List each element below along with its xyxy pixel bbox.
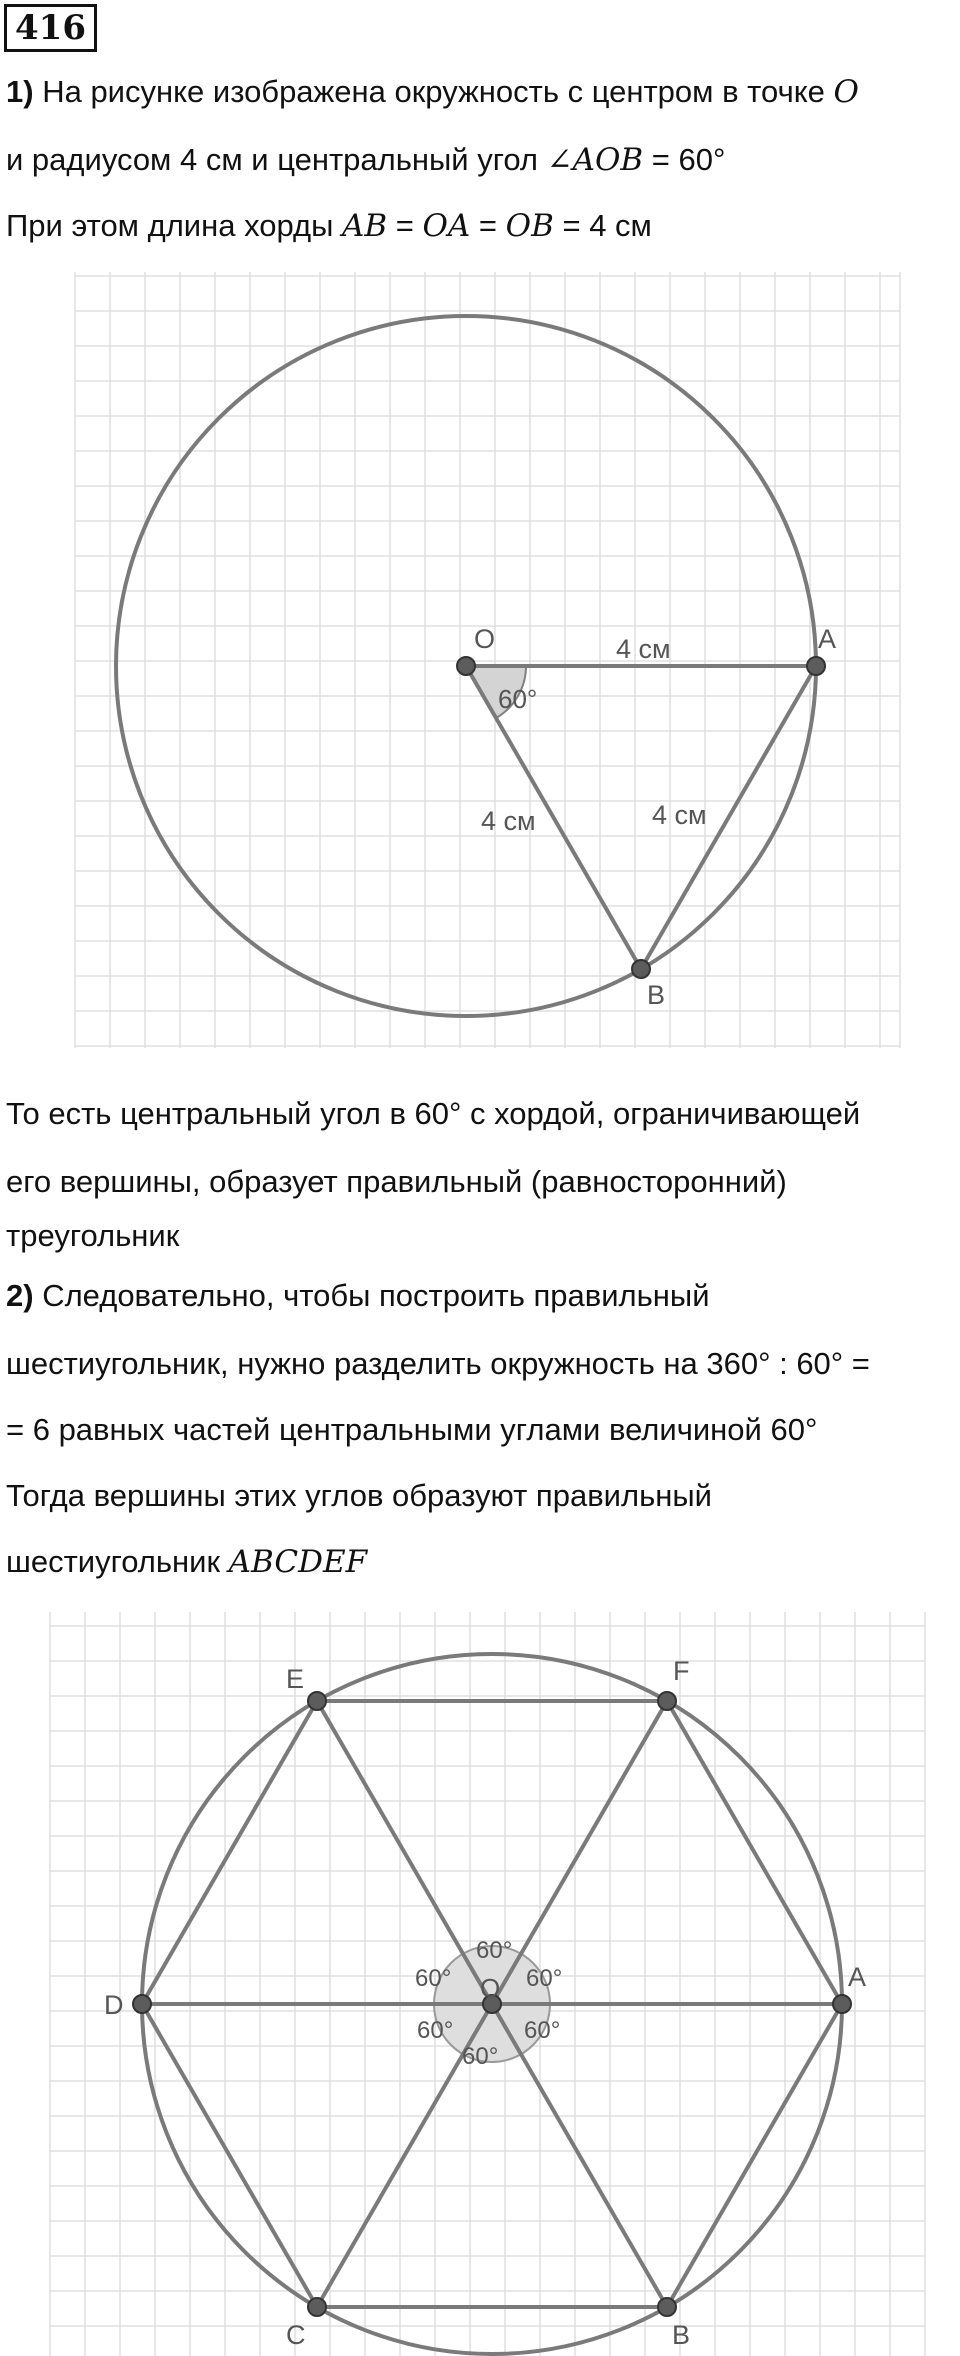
part2-line5-text: шестиугольник <box>6 1544 229 1579</box>
middle-line3: треугольник <box>6 1218 180 1253</box>
label-length-oa: 4 см <box>616 634 671 664</box>
label-a: A <box>818 624 837 654</box>
label-b: B <box>672 2320 691 2350</box>
part1-line3-tail: = 4 см <box>553 208 652 243</box>
figure1-grid <box>75 272 900 1048</box>
angle-label-bottom: 60° <box>462 2043 499 2070</box>
label-f: F <box>673 1656 690 1686</box>
center-point-symbol: O <box>833 74 859 110</box>
equals-sign: = <box>470 208 506 243</box>
part1-line3 <box>6 206 652 246</box>
part2-line5 <box>6 1542 367 1582</box>
chord-ab-symbol: AB <box>341 208 388 244</box>
part1-line3-text: При этом длина хорды <box>6 208 342 243</box>
label-a: A <box>848 1962 867 1992</box>
middle-line2: его вершины, образует правильный (равносторонний) <box>6 1164 787 1199</box>
angle-label-upper-right: 60° <box>526 1965 563 1992</box>
part1-line1 <box>6 72 859 112</box>
middle-line1: То есть центральный угол в 60° с хордой, ограничивающей <box>6 1096 861 1131</box>
part2-label: 2) <box>6 1278 34 1313</box>
label-o: O <box>480 1973 501 2003</box>
equals-sign: = <box>387 208 423 243</box>
radius-oa-symbol: OA <box>422 208 471 244</box>
part2-line2: шестиугольник, нужно разделить окружность на 360° : 60° = <box>6 1346 870 1381</box>
part2-line1 <box>6 1276 710 1316</box>
part1-line1-text: На рисунке изображена окружность с центром в точке <box>42 74 834 109</box>
point-f <box>658 1692 676 1710</box>
part1-line2-tail: = 60° <box>643 142 726 177</box>
label-e: E <box>286 1664 305 1694</box>
label-c: C <box>286 2320 306 2350</box>
label-length-ab: 4 см <box>652 800 707 830</box>
point-d <box>133 1995 151 2013</box>
problem-number: 416 <box>4 4 97 52</box>
angle-label-top: 60° <box>476 1937 513 1964</box>
point-a <box>807 657 825 675</box>
part2-line3: = 6 равных частей центральными углами величиной 60° <box>6 1412 818 1447</box>
point-c <box>308 2298 326 2316</box>
part2-line1-text: Следовательно, чтобы построить правильный <box>33 1278 710 1313</box>
label-o: O <box>474 624 496 654</box>
point-o <box>457 657 475 675</box>
angle-label-lower-left: 60° <box>417 2017 454 2044</box>
figure-circle-triangle <box>0 262 960 1062</box>
point-b <box>658 2298 676 2316</box>
part1-line2 <box>6 140 725 180</box>
part1-line2-text: и радиусом 4 см и центральный угол <box>6 142 547 177</box>
part2-line4: Тогда вершины этих углов образуют правильный <box>6 1478 712 1513</box>
point-e <box>308 1692 326 1710</box>
label-b: B <box>647 980 666 1010</box>
point-b <box>632 960 650 978</box>
angle-label-lower-right: 60° <box>524 2017 561 2044</box>
radius-ob-symbol: OB <box>505 208 554 244</box>
label-length-ob: 4 см <box>481 806 536 836</box>
label-d: D <box>104 1990 124 2020</box>
hexagon-name-symbol: ABCDEF <box>228 1544 368 1580</box>
figure-hexagon <box>0 1612 960 2356</box>
part1-label: 1) <box>6 74 34 109</box>
angle-label-upper-left: 60° <box>415 1965 452 1992</box>
label-angle-aob: 60° <box>498 684 538 714</box>
angle-aob-symbol: ∠AOB <box>546 142 644 178</box>
point-a <box>833 1995 851 2013</box>
